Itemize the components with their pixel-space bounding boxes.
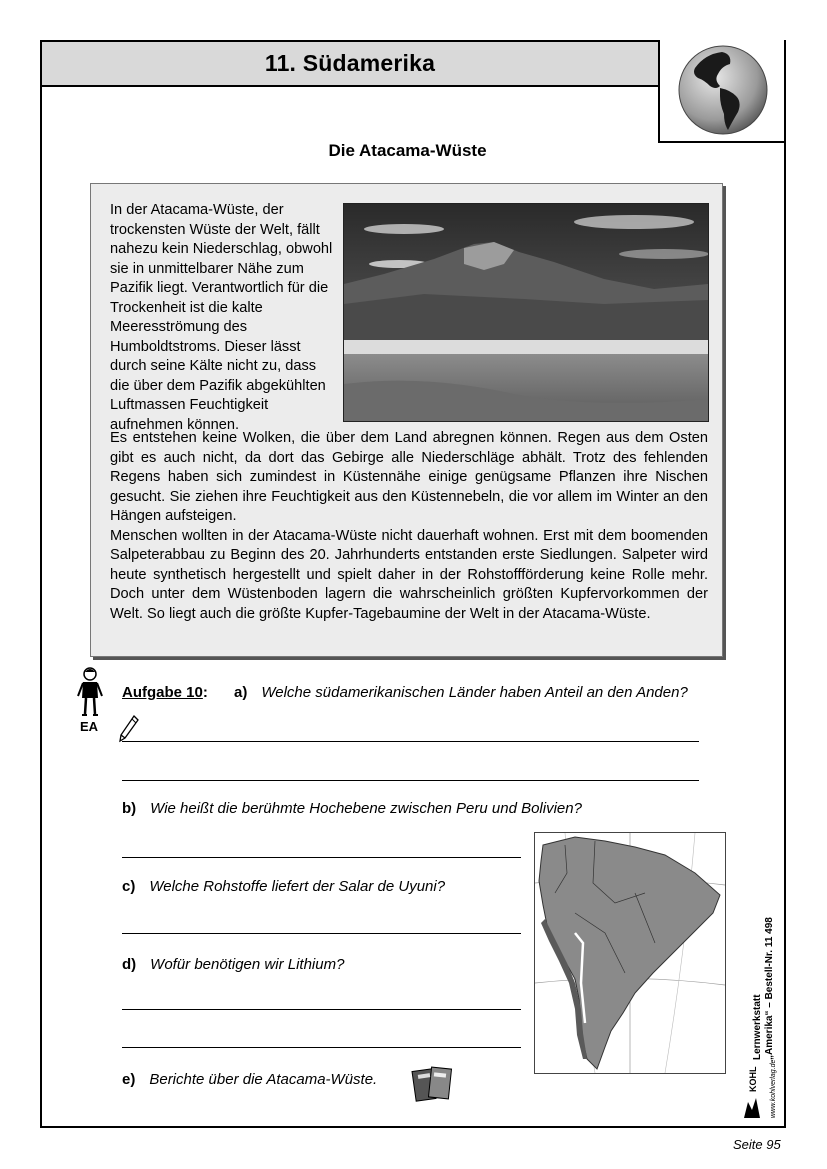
- main-paragraph-1: Es entstehen keine Wolken, die über dem Land abregnen können. Regen aus dem Osten gibt es auch nicht, da dort das Gebirge alle Niederschläge abhält. Trotz des fehlenden Regens haben sich zumindest in Küstennähe einige genügsame Pflanzen ihre Nischen gesucht. Sie ziehen ihre Feuchtigkeit aus den Küstennebeln, die vor allem im Winter an den Hängen aufsteigen.: [110, 430, 708, 524]
- person-icon: [76, 666, 104, 718]
- task-label: Aufgabe 10: [122, 684, 203, 701]
- work-mode-label: EA: [80, 719, 99, 734]
- question-d-letter: d): [122, 956, 137, 973]
- main-text: [110, 429, 708, 624]
- answer-line-d1[interactable]: [122, 1009, 521, 1010]
- question-d: [122, 956, 344, 973]
- task-colon: :: [202, 684, 208, 701]
- publisher-logo: [738, 1048, 768, 1118]
- question-b-letter: b): [122, 800, 137, 817]
- question-c-letter: c): [122, 878, 136, 895]
- south-america-map: [534, 832, 726, 1074]
- section-heading: Die Atacama-Wüste: [328, 141, 487, 160]
- question-e: [122, 1071, 377, 1088]
- chapter-title-text: 11. Südamerika: [264, 50, 436, 76]
- answer-line-c1[interactable]: [122, 933, 521, 934]
- main-paragraph-2: Menschen wollten in der Atacama-Wüste nicht dauerhaft wohnen. Erst mit dem boomenden Salpeterabbau zu Beginn des 20. Jahrhunderts entstanden erste Siedlungen. Salpeter wird heute synthetisch hergestellt und spielt daher in der Rohstoffförderung keine Rolle mehr. Doch unter dem Wüstenboden lagern die wahrscheinlich größten Kupfervorkommen der Welt. So liegt auch die größte Kupfer-Tagebaumine der Welt in der Atacama-Wüste.: [110, 527, 708, 622]
- publisher-info: [752, 860, 776, 1060]
- intro-paragraph: In der Atacama-Wüste, der trockensten Wüste der Welt, fällt nahezu kein Niederschlag, obwohl sie in unmittelbarer Nähe zum Pazifik liegt. Verantwortlich für die Trockenheit ist die kalte Meeresströmung des Humboldtstroms. Dieser lässt durch seine Kälte nicht zu, dass die über dem Pazifik abgekühlten Luftmassen Feuchtigkeit aufnehmen können.: [110, 202, 333, 433]
- chapter-title: [40, 40, 660, 87]
- question-c: [122, 878, 445, 895]
- publisher-line-1: Lernwerkstatt: [752, 994, 763, 1060]
- question-c-text: Welche Rohstoffe liefert der Salar de Uyuni?: [149, 878, 446, 895]
- question-b: [122, 800, 582, 817]
- question-a-text: Welche südamerikanischen Länder haben Anteil an den Anden?: [261, 684, 688, 701]
- question-d-text: Wofür benötigen wir Lithium?: [150, 956, 345, 973]
- atacama-photo: [343, 203, 709, 422]
- publisher-line-2: „Amerika“ – Bestell-Nr. 11 498: [764, 917, 775, 1060]
- page-number: Seite 95: [733, 1137, 781, 1152]
- answer-line-b1[interactable]: [122, 857, 521, 858]
- question-e-text: Berichte über die Atacama-Wüste.: [149, 1071, 378, 1088]
- question-a-letter: a): [234, 684, 248, 701]
- globe-icon: [660, 40, 784, 140]
- answer-line-a1[interactable]: [122, 741, 699, 742]
- publisher-logo-text: KOHL: [748, 1066, 758, 1092]
- pencil-icon: [118, 714, 140, 744]
- question-e-letter: e): [122, 1071, 136, 1088]
- publisher-url: www.kohlverlag.de: [770, 1059, 777, 1118]
- task-header: [122, 684, 688, 701]
- books-icon: [410, 1064, 456, 1104]
- globe-box: [658, 40, 786, 143]
- question-b-text: Wie heißt die berühmte Hochebene zwischen Peru und Bolivien?: [150, 800, 582, 817]
- answer-line-a2[interactable]: [122, 780, 699, 781]
- answer-line-d2[interactable]: [122, 1047, 521, 1048]
